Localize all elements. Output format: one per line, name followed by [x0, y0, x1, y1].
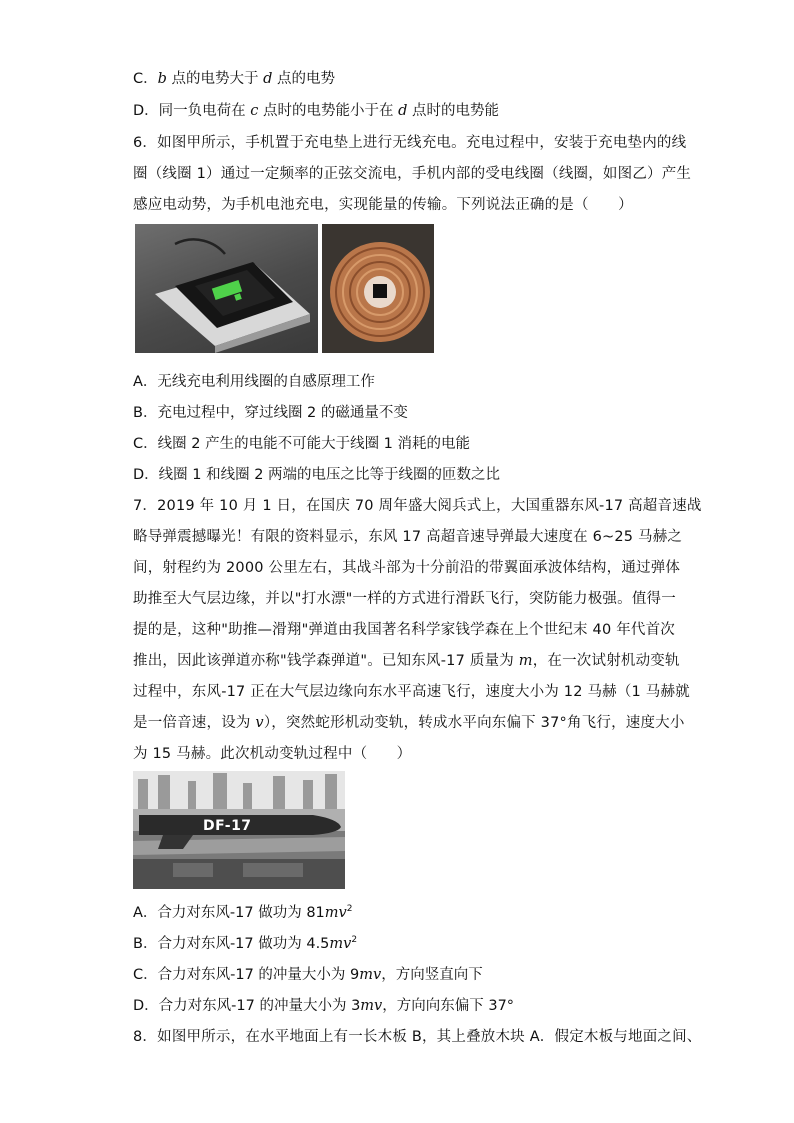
q6-stem-line-3: 感应电动势，为手机电池充电，实现能量的传输。下列说法正确的是（ ）	[133, 197, 633, 213]
q7-stem-line-2: 略导弹震撼曝光！有限的资料显示，东风 17 高超音速导弹最大速度在 6~25 马赫之	[133, 529, 683, 545]
df17-label: DF-17	[203, 818, 252, 834]
q7-option-c: C．合力对东风-17 的冲量大小为 9mv，方向竖直向下	[133, 967, 483, 983]
q7-stem-line-1: 7．2019 年 10 月 1 日，在国庆 70 周年盛大阅兵式上，大国重器东风-17 高超音速战	[133, 498, 702, 514]
q5-option-d: D．同一负电荷在 c 点时的电势能小于在 d 点时的电势能	[133, 103, 500, 119]
q6-option-d: D．线圈 1 和线圈 2 两端的电压之比等于线圈的匝数之比	[133, 467, 501, 483]
q7-stem-line-7: 过程中，东风-17 正在大气层边缘向东水平高速飞行，速度大小为 12 马赫（1 马赫就	[133, 684, 690, 700]
q5-option-c: C．b 点的电势大于 d 点的电势	[133, 71, 336, 87]
phone-on-charging-pad-photo	[135, 224, 318, 353]
q7-option-a: A．合力对东风-17 做功为 $81mv^2$	[133, 904, 353, 921]
q6-option-a: A．无线充电利用线圈的自感原理工作	[133, 374, 375, 390]
q7-stem-line-5: 提的是，这种"助推—滑翔"弹道由我国著名科学家钱学森在上个世纪末 40 年代首次	[133, 622, 676, 638]
q7-stem-line-3: 间，射程约为 2000 公里左右，其战斗部为十分前沿的带翼面承波体结构，通过弹体	[133, 560, 681, 576]
q8-stem-line-1: 8．如图甲所示，在水平地面上有一长木板 B，其上叠放木块 A．假定木板与地面之间、	[133, 1029, 702, 1045]
q6-stem-line-2: 圈（线圈 1）通过一定频率的正弦交流电，手机内部的受电线圈（线圈，如图乙）产生	[133, 166, 692, 182]
receiving-coil-photo	[322, 224, 434, 353]
q6-stem-line-1: 6．如图甲所示，手机置于充电垫上进行无线充电。充电过程中，安装于充电垫内的线	[133, 135, 687, 151]
q7-option-b: B．合力对东风-17 做功为 $4.5mv^2$	[133, 935, 358, 952]
q7-stem-line-4: 助推至大气层边缘，并以"打水漂"一样的方式进行滑跃飞行，突防能力极强。值得一	[133, 591, 676, 607]
q7-stem-line-9: 为 15 马赫。此次机动变轨过程中（ ）	[133, 746, 412, 762]
q6-option-b: B．充电过程中，穿过线圈 2 的磁通量不变	[133, 405, 408, 421]
df17-missile-photo	[133, 771, 345, 889]
q7-stem-line-6: 推出，因此该弹道亦称"钱学森弹道"。已知东风-17 质量为 m，在一次试射机动变轨	[133, 653, 680, 669]
q7-option-d: D．合力对东风-17 的冲量大小为 3mv，方向向东偏下 37°	[133, 998, 515, 1014]
q7-stem-line-8: 是一倍音速，设为 v），突然蛇形机动变轨，转成水平向东偏下 37°角飞行，速度大小	[133, 715, 685, 731]
q6-option-c: C．线圈 2 产生的电能不可能大于线圈 1 消耗的电能	[133, 436, 471, 452]
